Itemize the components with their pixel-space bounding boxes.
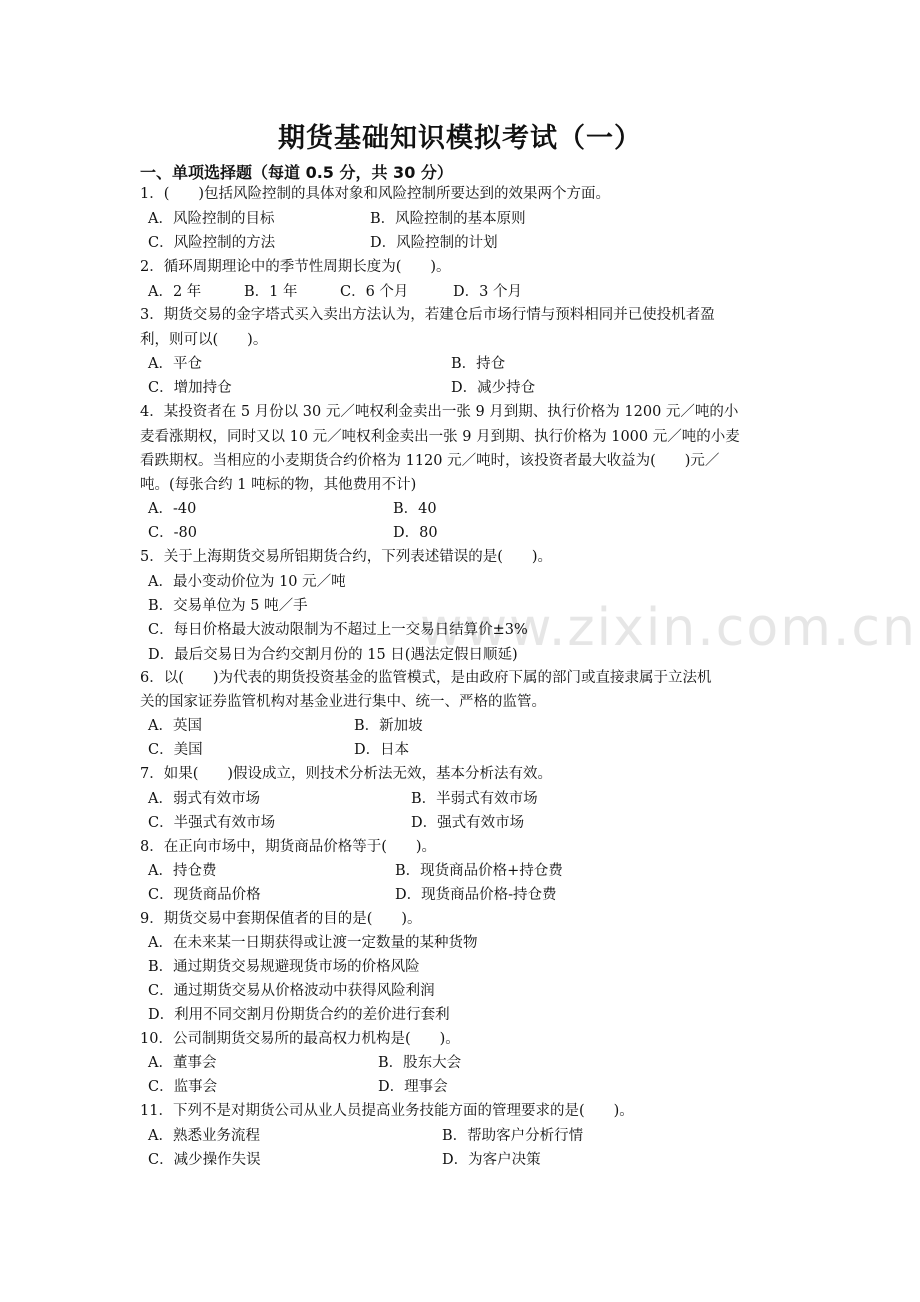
question-11-option-b: B．帮助客户分析行情 [442, 1128, 584, 1144]
question-3-option-a: A．平仓 [148, 356, 202, 372]
question-8-option-b: B．现货商品价格+持仓费 [395, 863, 563, 879]
question-4-stem-line-2: 麦看涨期权，同时又以 10 元／吨权利金卖出一张 9 月到期、执行价格为 1000 元／吨的小麦 [140, 429, 740, 445]
question-5-stem: 5．关于上海期货交易所铝期货合约，下列表述错误的是( )。 [140, 549, 553, 565]
question-4-stem-line-3: 看跌期权。当相应的小麦期货合约价格为 1120 元／吨时，该投资者最大收益为( )元／ [140, 453, 720, 469]
question-6-stem-line-2: 关的国家证券监管机构对基金业进行集中、统一、严格的监管。 [140, 694, 546, 710]
question-5-option-d: D．最后交易日为合约交割月份的 15 日(遇法定假日顺延) [148, 647, 518, 663]
question-6-option-b: B．新加坡 [354, 718, 423, 734]
question-7-option-d: D．强式有效市场 [411, 815, 525, 831]
question-1-option-a: A．风险控制的目标 [148, 211, 275, 227]
question-9-stem: 9．期货交易中套期保值者的目的是( )。 [140, 911, 422, 927]
question-4-option-d: D．80 [393, 525, 438, 541]
question-9-option-c: C．通过期货交易从价格波动中获得风险利润 [148, 983, 435, 999]
question-7-option-b: B．半弱式有效市场 [411, 791, 538, 807]
question-6-option-d: D．日本 [354, 742, 410, 758]
question-9-option-b: B．通过期货交易规避现货市场的价格风险 [148, 959, 420, 975]
question-2-option-c: C．6 个月 [340, 284, 409, 300]
question-4-stem-line-4: 吨。(每张合约 1 吨标的物，其他费用不计) [140, 477, 417, 493]
question-9-option-d: D．利用不同交割月份期货合约的差价进行套利 [148, 1007, 450, 1023]
question-2-stem: 2．循环周期理论中的季节性周期长度为( )。 [140, 259, 451, 275]
page-title: 期货基础知识模拟考试（一） [278, 123, 642, 154]
question-10-option-b: B．股东大会 [378, 1055, 462, 1071]
question-8-stem: 8．在正向市场中，期货商品价格等于( )。 [140, 839, 437, 855]
question-6-option-a: A．英国 [148, 718, 202, 734]
question-1-option-c: C．风险控制的方法 [148, 235, 276, 251]
question-3-option-d: D．减少持仓 [451, 380, 536, 396]
question-3-option-b: B．持仓 [451, 356, 506, 372]
question-1-stem: 1．( )包括风险控制的具体对象和风险控制所要达到的效果两个方面。 [140, 186, 611, 202]
question-2-option-a: A．2 年 [148, 284, 202, 300]
question-11-option-d: D．为客户决策 [442, 1152, 541, 1168]
question-11-option-a: A．熟悉业务流程 [148, 1128, 260, 1144]
question-4-option-b: B．40 [393, 501, 437, 517]
question-3-option-c: C．增加持仓 [148, 380, 232, 396]
question-4-stem-line-1: 4．某投资者在 5 月份以 30 元／吨权利金卖出一张 9 月到期、执行价格为 1200 元／吨的小 [140, 404, 739, 420]
question-11-stem: 11．下列不是对期货公司从业人员提高业务技能方面的管理要求的是( )。 [140, 1103, 634, 1119]
section-heading: 一、单项选择题（每道 0.5 分，共 30 分） [140, 163, 453, 182]
question-9-option-a: A．在未来某一日期获得或让渡一定数量的某种货物 [148, 935, 478, 951]
question-10-option-c: C．监事会 [148, 1079, 218, 1095]
question-5-option-c: C．每日价格最大波动限制为不超过上一交易日结算价±3% [148, 622, 528, 638]
watermark: www.zixin.com.cn [420, 598, 917, 658]
question-8-option-c: C．现货商品价格 [148, 887, 261, 903]
question-10-stem: 10．公司制期货交易所的最高权力机构是( )。 [140, 1031, 460, 1047]
question-3-stem-line-1: 3．期货交易的金字塔式买入卖出方法认为，若建仓后市场行情与预料相同并已使投机者盈 [140, 307, 715, 323]
question-7-stem: 7．如果( )假设成立，则技术分析法无效，基本分析法有效。 [140, 766, 553, 782]
question-10-option-a: A．董事会 [148, 1055, 217, 1071]
question-11-option-c: C．减少操作失误 [148, 1152, 261, 1168]
question-8-option-d: D．现货商品价格-持仓费 [395, 887, 557, 903]
question-6-stem-line-1: 6．以( )为代表的期货投资基金的监管模式，是由政府下属的部门或直接隶属于立法机 [140, 670, 712, 686]
question-5-option-b: B．交易单位为 5 吨／手 [148, 598, 308, 614]
question-7-option-a: A．弱式有效市场 [148, 791, 260, 807]
question-8-option-a: A．持仓费 [148, 863, 217, 879]
question-10-option-d: D．理事会 [378, 1079, 448, 1095]
question-4-option-c: C．-80 [148, 525, 197, 541]
question-7-option-c: C．半强式有效市场 [148, 815, 276, 831]
question-2-option-d: D．3 个月 [453, 284, 522, 300]
question-4-option-a: A．-40 [148, 501, 197, 517]
question-3-stem-line-2: 利，则可以( )。 [140, 332, 268, 348]
question-5-option-a: A．最小变动价位为 10 元／吨 [148, 574, 346, 590]
question-1-option-b: B．风险控制的基本原则 [370, 211, 526, 227]
question-2-option-b: B．1 年 [244, 284, 298, 300]
question-6-option-c: C．美国 [148, 742, 203, 758]
question-1-option-d: D．风险控制的计划 [370, 235, 498, 251]
